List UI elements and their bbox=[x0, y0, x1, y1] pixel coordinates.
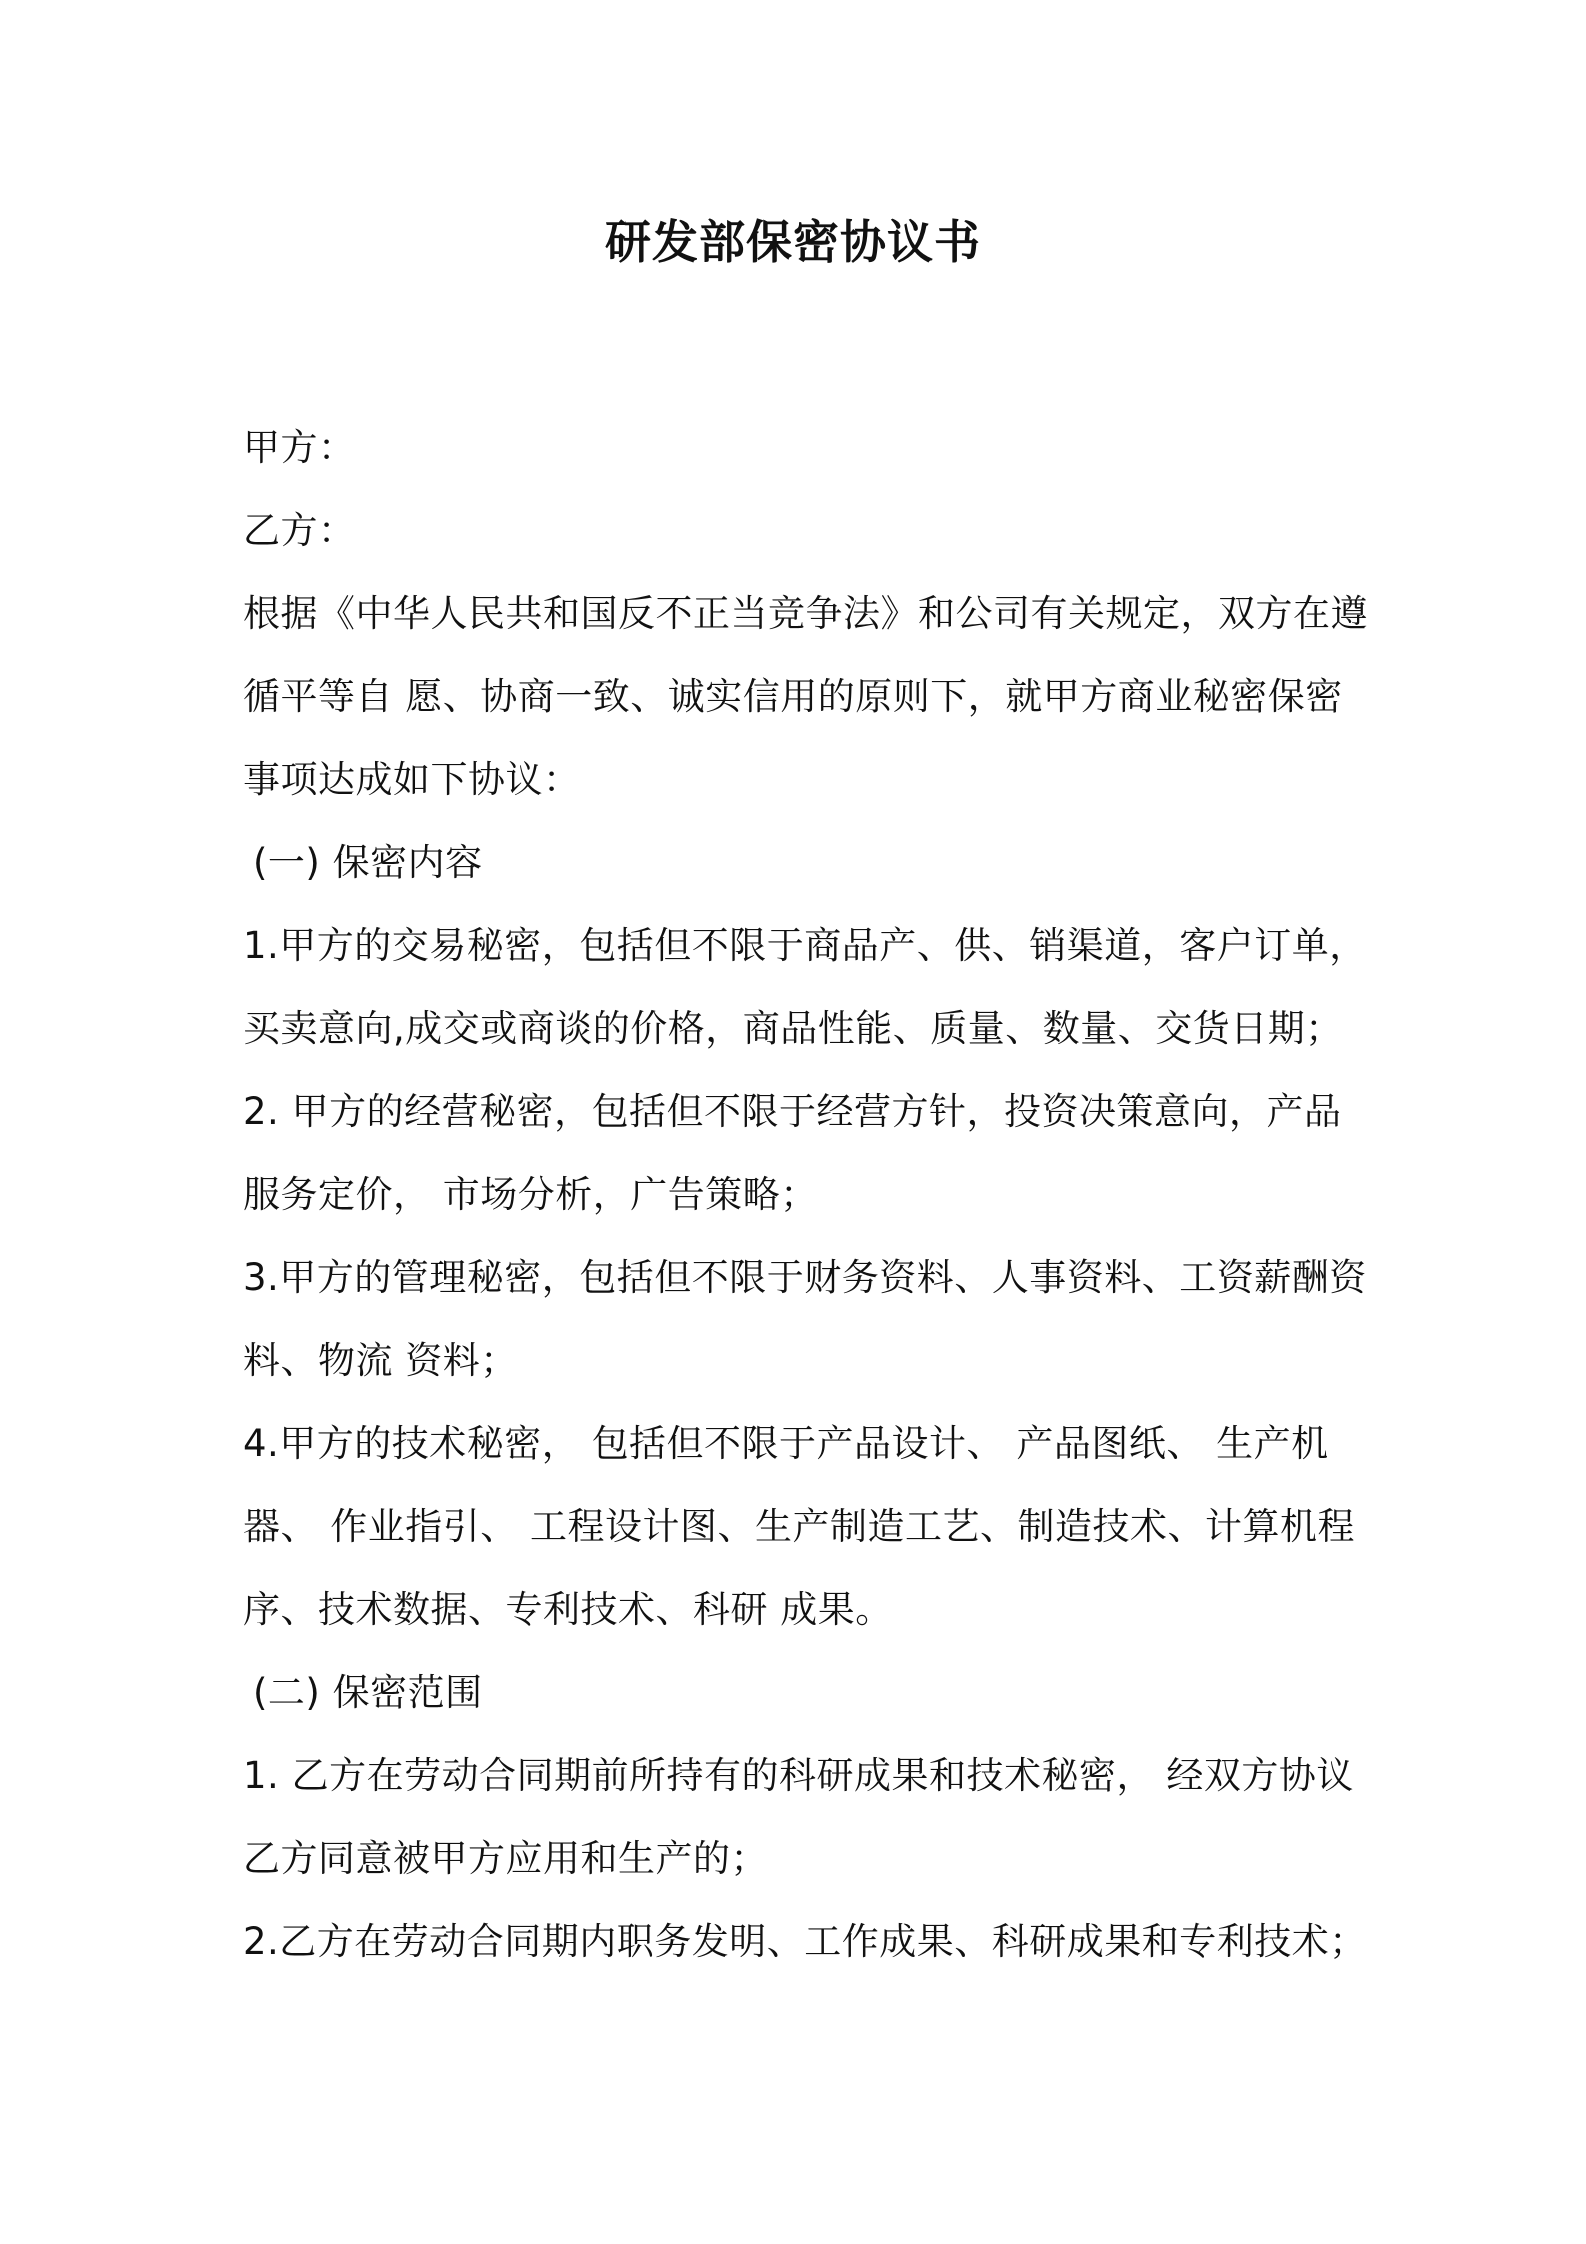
paragraph-line: 根据《中华人民共和国反不正当竞争法》和公司有关规定，双方在遵 bbox=[243, 592, 1368, 635]
paragraph-line: 序、技术数据、专利技术、科研 成果。 bbox=[243, 1588, 893, 1631]
paragraph-line: 2.乙方在劳动合同期内职务发明、工作成果、科研成果和专利技术； bbox=[243, 1920, 1367, 1963]
document-title: 研发部保密协议书 bbox=[605, 215, 981, 269]
section-heading: (一) 保密内容 bbox=[253, 841, 483, 884]
party-a-line: 甲方： bbox=[243, 426, 356, 469]
document-body bbox=[243, 406, 1368, 1983]
section-heading: (二) 保密范围 bbox=[253, 1671, 483, 1714]
paragraph-line: 1.甲方的交易秘密，包括但不限于商品产、供、销渠道，客户订单， bbox=[243, 924, 1367, 967]
paragraph-line: 乙方同意被甲方应用和生产的； bbox=[243, 1837, 768, 1880]
paragraph-line: 4.甲方的技术秘密， 包括但不限于产品设计、 产品图纸、 生产机 bbox=[243, 1422, 1329, 1465]
paragraph-line: 循平等自 愿、协商一致、诚实信用的原则下，就甲方商业秘密保密 bbox=[243, 675, 1343, 718]
paragraph-line: 服务定价， 市场分析，广告策略； bbox=[243, 1173, 818, 1216]
paragraph-line: 3.甲方的管理秘密，包括但不限于财务资料、人事资料、工资薪酬资 bbox=[243, 1256, 1367, 1299]
party-b-line: 乙方： bbox=[243, 509, 356, 552]
paragraph-line: 器、 作业指引、 工程设计图、生产制造工艺、制造技术、计算机程 bbox=[243, 1505, 1356, 1548]
paragraph-line: 料、物流 资料； bbox=[243, 1339, 518, 1382]
paragraph-line: 2. 甲方的经营秘密，包括但不限于经营方针，投资决策意向，产品 bbox=[243, 1090, 1342, 1133]
paragraph-line: 1. 乙方在劳动合同期前所持有的科研成果和技术秘密， 经双方协议 bbox=[243, 1754, 1354, 1797]
paragraph-line: 买卖意向,成交或商谈的价格，商品性能、质量、数量、交货日期； bbox=[243, 1007, 1343, 1050]
paragraph-line: 事项达成如下协议： bbox=[243, 758, 581, 801]
